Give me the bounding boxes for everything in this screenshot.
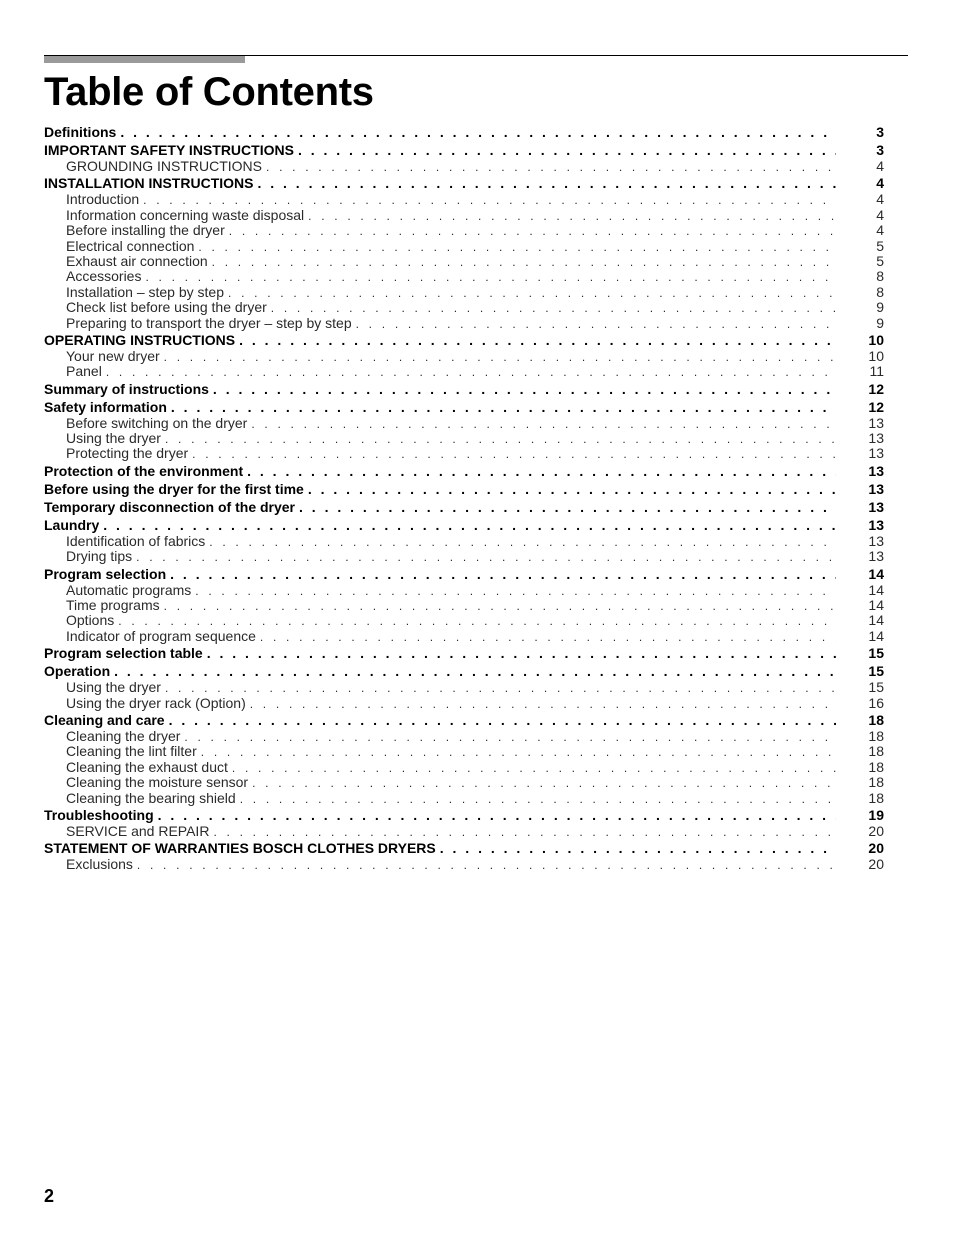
toc-entry-label: Before using the dryer for the first time [44,480,304,497]
toc-dot-leader [228,286,836,301]
toc-dot-leader [207,644,836,662]
toc-subentry[interactable] [44,629,884,644]
toc-subentry[interactable] [44,534,884,549]
toc-entry-page: 18 [868,758,884,775]
toc-entry-page: 18 [868,789,884,806]
toc-dot-leader [247,462,836,480]
toc-dot-leader [257,174,836,192]
toc-dot-leader [266,160,836,175]
toc-dot-leader [171,398,836,416]
toc-entry[interactable] [44,498,884,516]
toc-entry-label: Definitions [44,124,117,140]
toc-entry-page: 12 [868,380,884,397]
toc-dot-leader [184,730,836,745]
toc-entry-label: Program selection [44,565,167,582]
toc-dot-leader [137,858,836,873]
toc-subentry[interactable] [44,760,884,775]
toc-entry-label: Cleaning the bearing shield [66,789,236,806]
toc-entry-page: 18 [868,743,884,760]
toc-entry-label: Panel [66,363,102,380]
toc-subentry[interactable] [44,208,884,223]
toc-entry-page: 14 [868,612,884,629]
toc-dot-leader [308,209,836,224]
toc-dot-leader [145,270,836,285]
toc-entry-label: Before switching on the dryer [66,414,248,431]
toc-subentry[interactable] [44,364,884,379]
toc-entry-page: 15 [868,663,884,680]
toc-entry-label: INSTALLATION INSTRUCTIONS [44,175,254,192]
toc-entry[interactable] [44,662,884,680]
toc-subentry[interactable] [44,824,884,839]
toc-entry[interactable] [44,565,884,583]
toc-entry-label: Identification of fabrics [66,532,206,549]
toc-dot-leader [356,317,836,332]
toc-entry-page: 13 [868,462,884,479]
toc-entry-page: 18 [868,711,884,728]
toc-dot-leader [251,417,836,432]
toc-entry-label: Options [66,612,115,629]
toc-entry[interactable] [44,331,884,349]
toc-entry-label: Using the dryer [66,430,161,447]
toc-entry-label: Summary of instructions [44,380,209,397]
toc-entry[interactable] [44,516,884,534]
toc-dot-leader [212,255,836,270]
toc-entry-label: Before installing the dryer [66,222,225,239]
page-title: Table of Contents [44,70,374,114]
toc-dot-leader [299,498,836,516]
toc-dot-leader [170,565,836,583]
toc-entry-page: 8 [876,268,884,285]
toc-subentry[interactable] [44,239,884,254]
toc-dot-leader [165,432,836,447]
toc-entry-page: 14 [868,597,884,614]
toc-entry-label: Using the dryer rack (Option) [66,694,246,711]
toc-subentry[interactable] [44,791,884,806]
toc-subentry[interactable] [44,598,884,613]
toc-entry-page: 14 [868,565,884,582]
toc-entry-page: 15 [868,645,884,662]
toc-entry-page: 11 [869,363,884,380]
toc-dot-leader [240,792,836,807]
toc-entry-page: 18 [868,727,884,744]
toc-entry-label: Laundry [44,516,100,533]
toc-entry-label: Cleaning the exhaust duct [66,758,228,775]
toc-subentry[interactable] [44,583,884,598]
toc-entry-label: Cleaning the lint filter [66,743,197,760]
toc-entry-label: Drying tips [66,548,133,565]
toc-entry-label: Safety information [44,398,167,415]
toc-entry-page: 13 [868,532,884,549]
toc-entry-label: Preparing to transport the dryer – step by step [66,314,352,331]
toc-entry[interactable] [44,644,884,662]
toc-subentry[interactable] [44,254,884,269]
toc-entry-label: Information concerning waste disposal [66,206,305,223]
toc-entry-page: 10 [868,331,884,348]
toc-dot-leader [232,761,836,776]
toc-subentry[interactable] [44,729,884,744]
toc-entry-page: 4 [876,175,884,192]
toc-subentry[interactable] [44,223,884,238]
toc-entry-page: 5 [876,252,884,269]
toc-entry-page: 8 [876,283,884,300]
toc-entry-page: 13 [868,498,884,515]
toc-entry-page: 15 [868,679,884,696]
toc-entry-label: OPERATING INSTRUCTIONS [44,331,236,348]
header-accent-bar [44,56,245,63]
toc-entry-page: 4 [876,158,884,174]
toc-subentry[interactable] [44,680,884,695]
toc-subentry[interactable] [44,285,884,300]
toc-dot-leader [239,331,836,349]
toc-entry-page: 18 [868,774,884,791]
toc-entry-label: Electrical connection [66,237,195,254]
toc-subentry[interactable] [44,192,884,207]
toc-dot-leader [298,141,836,159]
toc-dot-leader [440,839,836,857]
toc-entry-label: Cleaning the dryer [66,727,181,744]
toc-entry-label: IMPORTANT SAFETY INSTRUCTIONS [44,142,294,158]
toc-entry-label: Program selection table [44,645,203,662]
toc-entry-label: Automatic programs [66,581,192,598]
toc-dot-leader [158,806,836,824]
toc-dot-leader [201,745,836,760]
toc-subentry[interactable] [44,316,884,331]
toc-dot-leader [106,365,836,380]
toc-subentry[interactable] [44,744,884,759]
toc-dot-leader [213,380,836,398]
toc-entry-page: 19 [868,806,884,823]
toc-subentry[interactable] [44,159,884,174]
toc-entry-label: Your new dryer [66,347,160,364]
toc-subentry[interactable] [44,775,884,790]
toc-entry-page: 13 [868,480,884,497]
toc-entry[interactable] [44,480,884,498]
toc-entry-label: Exhaust air connection [66,252,208,269]
toc-entry[interactable] [44,462,884,480]
toc-entry-label: Temporary disconnection of the dryer [44,498,296,515]
toc-entry-page: 10 [868,347,884,364]
toc-subentry[interactable] [44,696,884,711]
toc-entry-label: Exclusions [66,856,133,873]
toc-dot-leader [198,240,836,255]
toc-entry[interactable] [44,839,884,857]
toc-entry[interactable] [44,123,884,141]
toc-entry-label: Accessories [66,268,142,285]
toc-entry-page: 12 [868,398,884,415]
toc-entry-page: 4 [876,206,884,223]
toc-entry-page: 16 [868,694,884,711]
toc-entry-label: Installation – step by step [66,283,224,300]
toc-dot-leader [192,447,836,462]
toc-entry-label: SERVICE and REPAIR [66,822,210,839]
toc-dot-leader [164,350,836,365]
table-of-contents [44,123,884,873]
toc-entry[interactable] [44,380,884,398]
toc-dot-leader [213,825,836,840]
toc-dot-leader [103,516,836,534]
toc-subentry[interactable] [44,613,884,628]
toc-subentry[interactable] [44,269,884,284]
toc-dot-leader [165,681,836,696]
toc-entry-label: GROUNDING INSTRUCTIONS [66,158,262,174]
toc-entry[interactable] [44,398,884,416]
toc-dot-leader [250,697,836,712]
toc-entry-label: Time programs [66,597,160,614]
toc-entry[interactable] [44,141,884,159]
toc-dot-leader [252,776,836,791]
toc-entry-page: 13 [868,445,884,462]
toc-dot-leader [260,630,836,645]
toc-subentry[interactable] [44,300,884,315]
toc-subentry[interactable] [44,446,884,461]
toc-dot-leader [120,123,836,141]
toc-entry-page: 3 [876,142,884,158]
toc-entry-page: 20 [868,840,884,857]
toc-subentry[interactable] [44,349,884,364]
toc-subentry[interactable] [44,416,884,431]
toc-entry-page: 13 [868,430,884,447]
toc-entry-label: Check list before using the dryer [66,299,267,316]
toc-entry-page: 20 [868,856,884,873]
toc-entry-page: 4 [876,222,884,239]
toc-entry-label: Operation [44,663,111,680]
toc-entry-label: Using the dryer [66,679,161,696]
toc-entry-label: Troubleshooting [44,806,154,823]
toc-entry-label: STATEMENT OF WARRANTIES BOSCH CLOTHES DRYERS [44,840,436,857]
toc-entry-label: Indicator of program sequence [66,627,256,644]
toc-subentry[interactable] [44,431,884,446]
toc-entry-page: 13 [868,414,884,431]
toc-entry-page: 14 [868,627,884,644]
toc-dot-leader [209,535,836,550]
toc-dot-leader [271,301,836,316]
toc-entry-page: 14 [868,581,884,598]
toc-dot-leader [195,584,836,599]
toc-subentry[interactable] [44,549,884,564]
toc-entry-page: 3 [876,124,884,140]
toc-entry-page: 9 [876,299,884,316]
toc-dot-leader [308,480,836,498]
toc-dot-leader [169,711,836,729]
toc-entry-label: Cleaning and care [44,711,165,728]
toc-entry[interactable] [44,806,884,824]
toc-entry-label: Protection of the environment [44,462,244,479]
toc-entry-page: 20 [868,822,884,839]
toc-entry[interactable] [44,174,884,192]
toc-dot-leader [114,662,836,680]
toc-entry-page: 4 [876,191,884,208]
toc-dot-leader [136,550,836,565]
toc-entry-page: 13 [868,548,884,565]
toc-dot-leader [164,599,836,614]
toc-entry-page: 5 [876,237,884,254]
toc-entry-label: Protecting the dryer [66,445,189,462]
toc-entry-page: 9 [876,314,884,331]
toc-entry-label: Cleaning the moisture sensor [66,774,249,791]
toc-dot-leader [229,224,836,239]
page-number: 2 [44,1186,55,1206]
toc-entry-page: 13 [868,516,884,533]
toc-entry-label: Introduction [66,191,140,208]
toc-subentry[interactable] [44,857,884,872]
toc-entry[interactable] [44,711,884,729]
